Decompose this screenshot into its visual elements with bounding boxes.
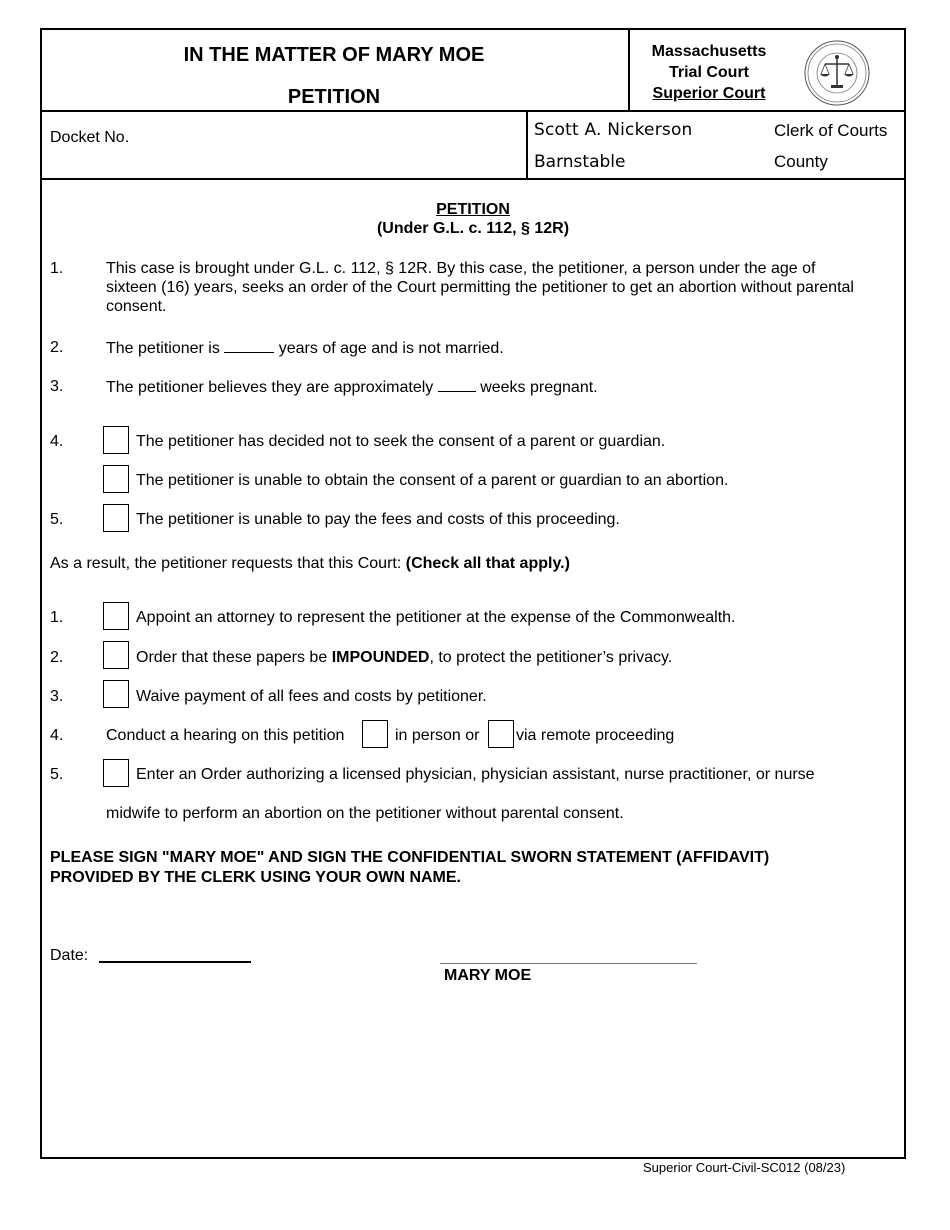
request-number: 5.: [50, 766, 64, 783]
request-number: 4.: [50, 727, 64, 744]
request-text: Appoint an attorney to represent the petitioner at the expense of the Commonwealth.: [136, 609, 736, 626]
court-line-2: Trial Court: [668, 64, 749, 81]
county-name: Barnstable: [534, 152, 626, 172]
request-text-continued: midwife to perform an abortion on the petitioner without parental consent.: [106, 805, 624, 822]
docket-label: Docket No.: [50, 129, 130, 146]
item-text: The petitioner is unable to obtain the consent of a parent or guardian to an abortion.: [136, 472, 729, 489]
request-text: Enter an Order authorizing a licensed physician, physician assistant, nurse practitioner, or nurse: [136, 766, 815, 783]
item-number: 1.: [50, 260, 64, 277]
item-weeks-line: [106, 377, 598, 397]
court-line-1: Massachusetts: [651, 43, 767, 60]
petition-body-box: [40, 178, 906, 1159]
item-text: years of age and is not married.: [278, 340, 504, 357]
item-number: 3.: [50, 378, 64, 395]
signature-field[interactable]: [440, 963, 697, 964]
date-label: Date:: [50, 947, 89, 964]
request-intro-text: As a result, the petitioner requests that this Court:: [50, 555, 402, 572]
weeks-blank-field[interactable]: [438, 377, 476, 392]
item-text: This case is brought under G.L. c. 112, § 12R. By this case, the petitioner, a person under the age of sixteen (16) years, seeks an order of the Court permitting the petitioner to get an abortion without parental consent.: [106, 260, 854, 315]
item-text: The petitioner has decided not to seek the consent of a parent or guardian.: [136, 433, 666, 450]
impounded-text: IMPOUNDED: [331, 649, 430, 666]
checkbox-impound-papers[interactable]: [103, 641, 129, 669]
clerk-title: Clerk of Courts: [774, 121, 888, 140]
signature-label: MARY MOE: [444, 967, 532, 984]
request-number: 1.: [50, 609, 64, 626]
checkbox-hearing-in-person[interactable]: [362, 720, 388, 748]
item-text: The petitioner believes they are approximately: [106, 379, 434, 396]
request-text: , to protect the petitioner’s privacy.: [429, 649, 673, 666]
request-number: 2.: [50, 649, 64, 666]
request-impound-line: [136, 648, 672, 667]
county-label: County: [774, 152, 828, 171]
item-text: The petitioner is: [106, 340, 220, 357]
checkbox-authorize-order[interactable]: [103, 759, 129, 787]
option-remote-label: via remote proceeding: [516, 727, 675, 744]
item-number: 4.: [50, 433, 64, 450]
request-number: 3.: [50, 688, 64, 705]
checkbox-unable-pay-fees[interactable]: [103, 504, 129, 532]
checkbox-waive-fees[interactable]: [103, 680, 129, 708]
option-in-person-label: in person or: [395, 727, 480, 744]
petition-subheading: (Under G.L. c. 112, § 12R): [376, 220, 570, 237]
request-text: Order that these papers be: [136, 649, 328, 666]
request-text: Waive payment of all fees and costs by petitioner.: [136, 688, 487, 705]
checkbox-hearing-remote[interactable]: [488, 720, 514, 748]
instruction-line-2: PROVIDED BY THE CLERK USING YOUR OWN NAME.: [50, 869, 461, 886]
item-number: 5.: [50, 511, 64, 528]
request-intro-bold: (Check all that apply.): [405, 555, 570, 572]
age-blank-field[interactable]: [224, 338, 274, 353]
clerk-name: Scott A. Nickerson: [534, 120, 693, 140]
form-id: Superior Court-Civil-SC012 (08/23): [643, 1160, 846, 1175]
document-title: PETITION: [287, 86, 381, 108]
court-seal-icon: [804, 40, 870, 106]
court-line-3: Superior Court: [652, 85, 766, 102]
request-intro: [50, 554, 570, 573]
matter-title: IN THE MATTER OF MARY MOE: [183, 44, 485, 66]
item-number: 2.: [50, 339, 64, 356]
docket-row-divider: [526, 110, 528, 178]
petition-heading: PETITION: [436, 201, 510, 218]
request-text: Conduct a hearing on this petition: [106, 727, 345, 744]
item-text: weeks pregnant.: [480, 379, 598, 396]
checkbox-appoint-attorney[interactable]: [103, 602, 129, 630]
checkbox-no-consent-sought[interactable]: [103, 426, 129, 454]
item-age-line: [106, 338, 504, 358]
date-field[interactable]: [99, 961, 251, 963]
item-text: The petitioner is unable to pay the fees and costs of this proceeding.: [136, 511, 620, 528]
checkbox-unable-obtain-consent[interactable]: [103, 465, 129, 493]
instruction-line-1: PLEASE SIGN "MARY MOE" AND SIGN THE CONFIDENTIAL SWORN STATEMENT (AFFIDAVIT): [50, 849, 770, 866]
